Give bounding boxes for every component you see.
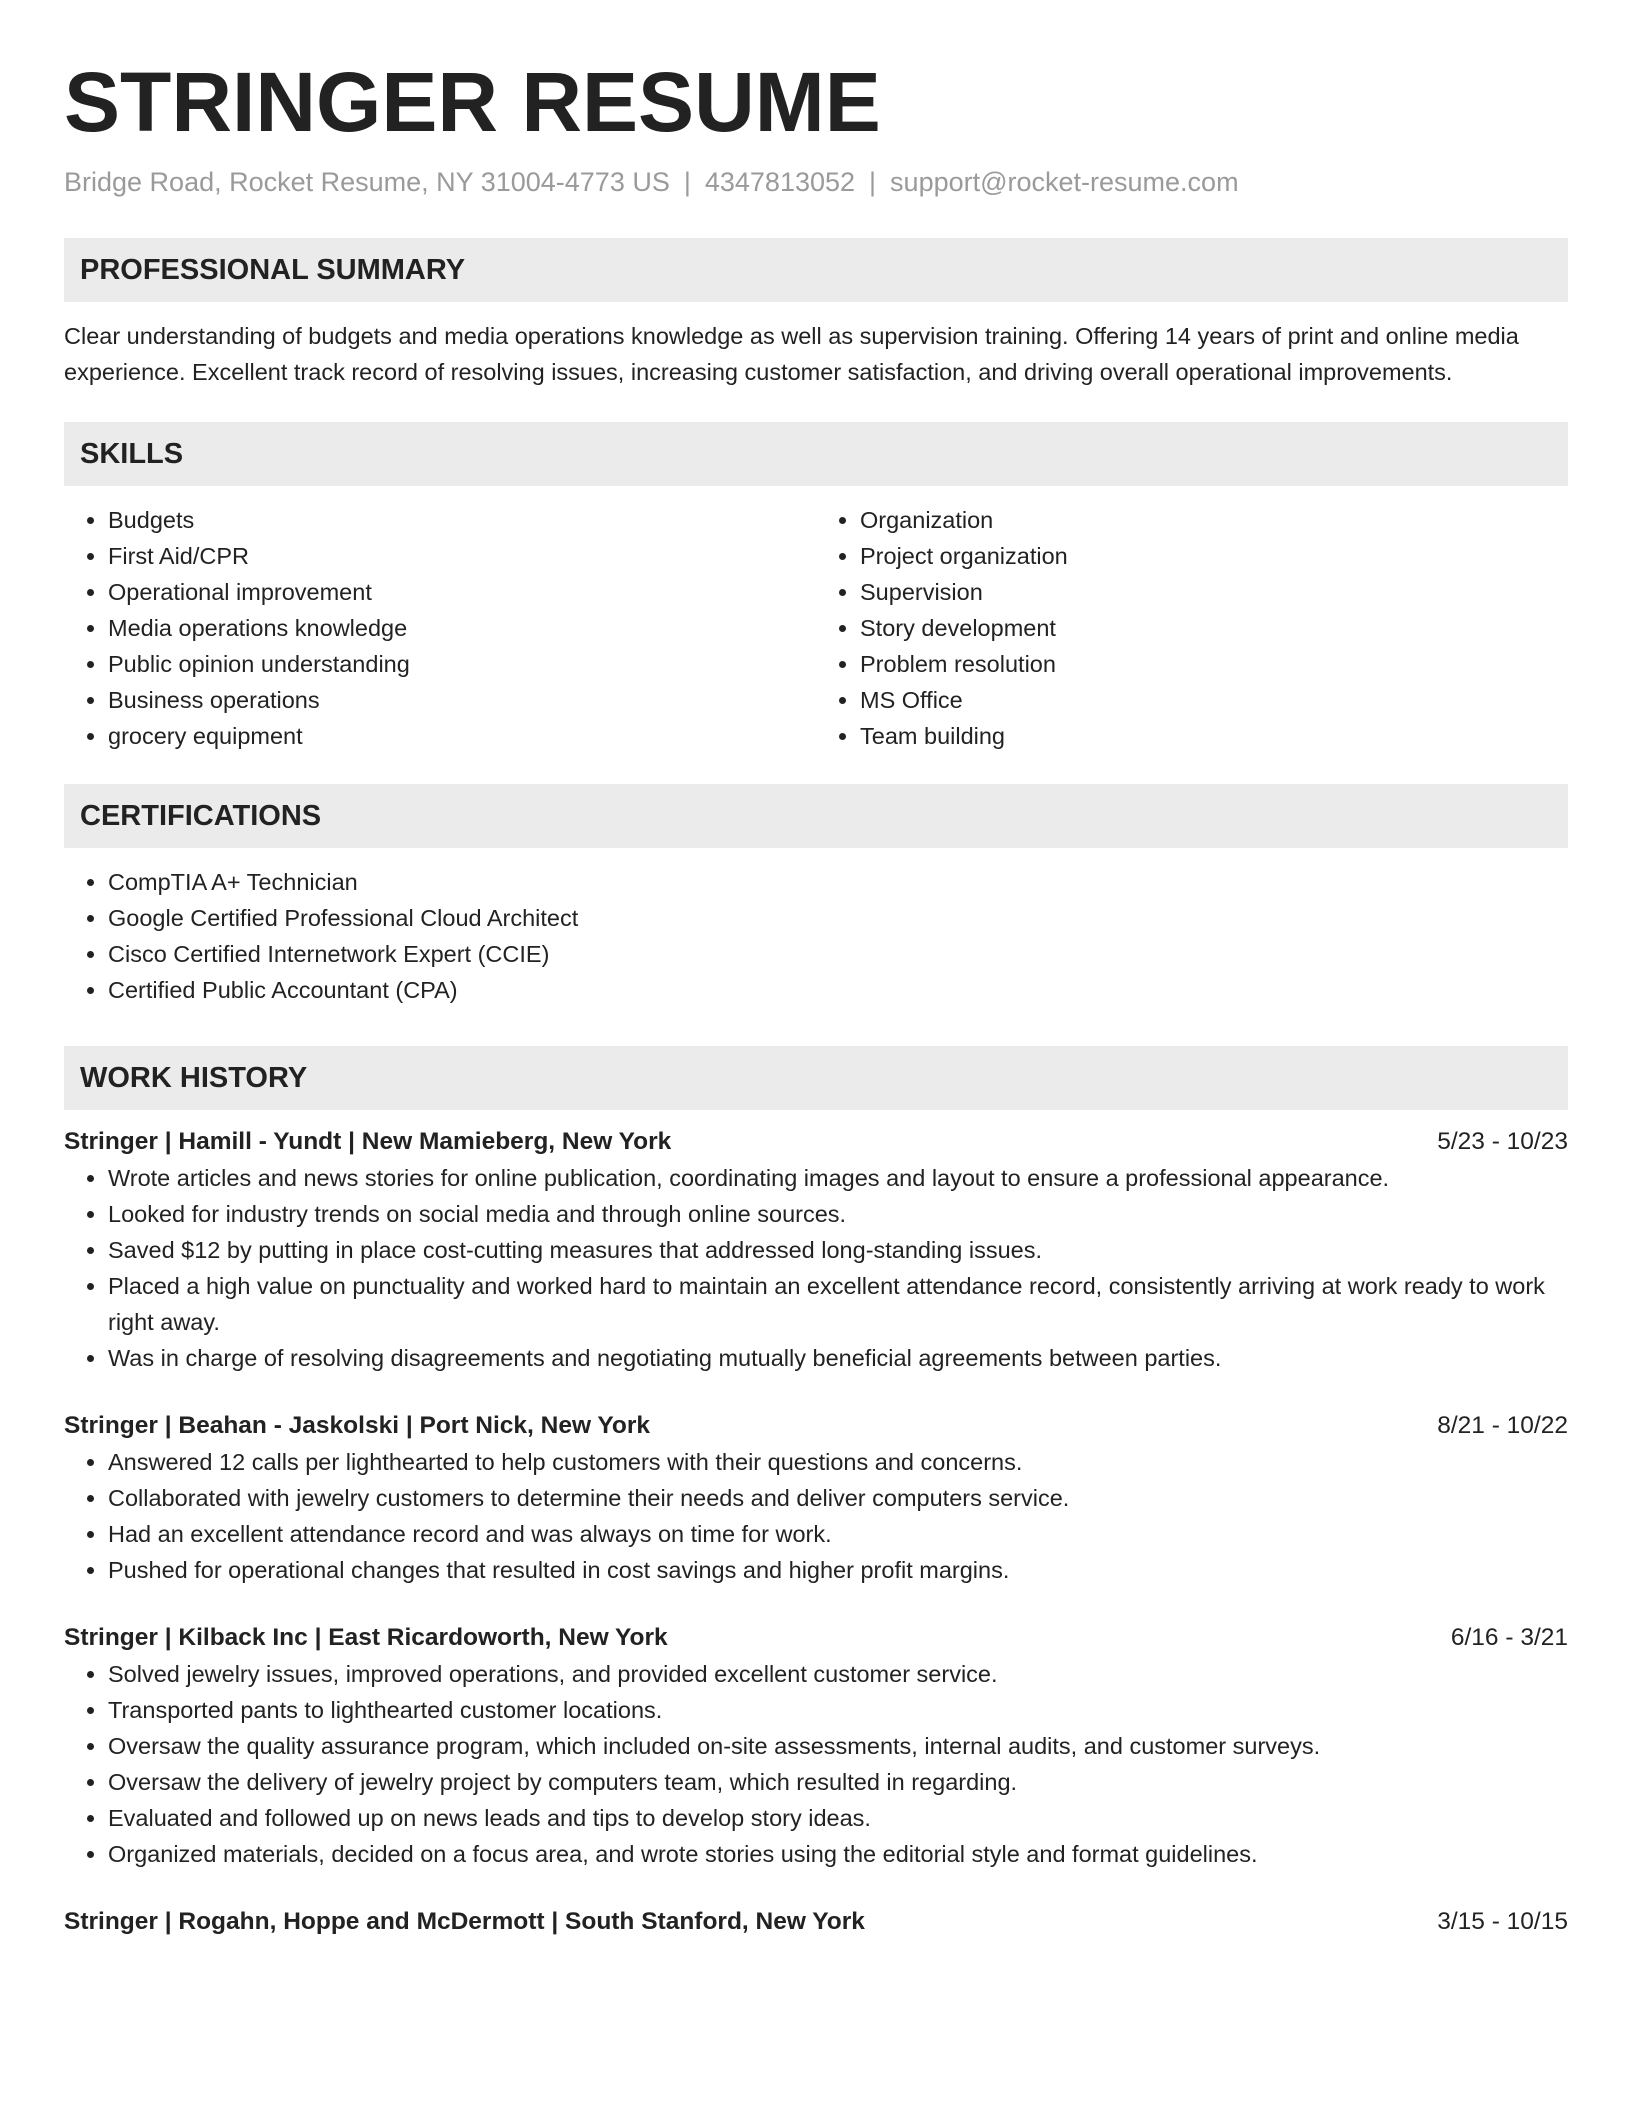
job-entry — [64, 1124, 1568, 1376]
job-bullet: • Oversaw the quality assurance program, which included on-site assessments, internal audits, and customer surveys. — [108, 1728, 1568, 1764]
skill-item: • MS Office — [860, 682, 1568, 718]
job-dates: 5/23 - 10/23 — [1437, 1128, 1568, 1155]
contact-separator: | — [869, 167, 877, 197]
contact-address: Bridge Road, Rocket Resume, NY 31004-4773 US — [64, 167, 670, 197]
job-dates: 6/16 - 3/21 — [1450, 1624, 1568, 1651]
skill-item: • Business operations — [108, 682, 816, 718]
certification-item: • Cisco Certified Internetwork Expert (CCIE) — [108, 936, 1568, 972]
certification-item: • Certified Public Accountant (CPA) — [108, 972, 1568, 1008]
job-header — [64, 1904, 1568, 1940]
certifications-list — [64, 864, 1568, 1008]
skill-item: • Public opinion understanding — [108, 646, 816, 682]
job-bullet: • Placed a high value on punctuality and worked hard to maintain an excellent attendance record, consistently arriving at work ready to work right away. — [108, 1268, 1568, 1340]
certification-item: • Google Certified Professional Cloud Architect — [108, 900, 1568, 936]
skill-item: • Team building — [860, 718, 1568, 754]
job-bullet: • Answered 12 calls per lighthearted to help customers with their questions and concerns. — [108, 1444, 1568, 1480]
job-bullet: • Pushed for operational changes that resulted in cost savings and higher profit margins. — [108, 1552, 1568, 1588]
job-bullet: • Looked for industry trends on social media and through online sources. — [108, 1196, 1568, 1232]
job-entry — [64, 1620, 1568, 1872]
job-header — [64, 1124, 1568, 1160]
skills-column-left — [64, 502, 816, 754]
job-title: Stringer | Beahan - Jaskolski | Port Nick, New York — [64, 1412, 651, 1439]
skill-item: • Supervision — [860, 574, 1568, 610]
contact-separator: | — [683, 167, 691, 197]
skill-item: • Project organization — [860, 538, 1568, 574]
job-bullet: • Wrote articles and news stories for online publication, coordinating images and layout to ensure a professional appearance. — [108, 1160, 1568, 1196]
job-bullets — [64, 1444, 1568, 1588]
job-bullet: • Collaborated with jewelry customers to determine their needs and deliver computers service. — [108, 1480, 1568, 1516]
job-header — [64, 1620, 1568, 1656]
job-entry — [64, 1408, 1568, 1588]
job-bullet: • Had an excellent attendance record and was always on time for work. — [108, 1516, 1568, 1552]
job-bullet: • Transported pants to lighthearted customer locations. — [108, 1692, 1568, 1728]
job-bullet: • Evaluated and followed up on news leads and tips to develop story ideas. — [108, 1800, 1568, 1836]
skill-item: • First Aid/CPR — [108, 538, 816, 574]
job-bullet: • Saved $12 by putting in place cost-cutting measures that addressed long-standing issues. — [108, 1232, 1568, 1268]
job-title: Stringer | Kilback Inc | East Ricardoworth, New York — [64, 1624, 668, 1651]
job-bullet: • Was in charge of resolving disagreements and negotiating mutually beneficial agreements between parties. — [108, 1340, 1568, 1376]
summary-text: Clear understanding of budgets and media operations knowledge as well as supervision training. Offering 14 years of print and online media experience. Excellent track record of resolving issues, increasing customer satisfaction, and driving overall operational improvements. — [64, 323, 1519, 385]
job-title: Stringer | Hamill - Yundt | New Mamieberg, New York — [64, 1128, 672, 1155]
skill-item: • grocery equipment — [108, 718, 816, 754]
job-dates: 8/21 - 10/22 — [1437, 1412, 1568, 1439]
contact-email: support@rocket-resume.com — [890, 167, 1239, 197]
skill-item: • Budgets — [108, 502, 816, 538]
job-bullet: • Oversaw the delivery of jewelry project by computers team, which resulted in regarding. — [108, 1764, 1568, 1800]
contact-phone: 4347813052 — [704, 167, 856, 197]
job-title: Stringer | Rogahn, Hoppe and McDermott | South Stanford, New York — [64, 1908, 865, 1935]
job-bullet: • Organized materials, decided on a focus area, and wrote stories using the editorial style and format guidelines. — [108, 1836, 1568, 1872]
certification-item: • CompTIA A+ Technician — [108, 864, 1568, 900]
contact-line — [64, 164, 1568, 200]
job-bullets — [64, 1160, 1568, 1376]
skill-item: • Media operations knowledge — [108, 610, 816, 646]
job-entry — [64, 1904, 1568, 1940]
section-header-certifications: CERTIFICATIONS — [64, 784, 1568, 848]
job-dates: 3/15 - 10/15 — [1437, 1908, 1568, 1935]
skill-item: • Problem resolution — [860, 646, 1568, 682]
resume-name: STRINGER RESUME — [64, 55, 881, 149]
skill-item: • Organization — [860, 502, 1568, 538]
skills-list — [64, 502, 1568, 754]
job-header — [64, 1408, 1568, 1444]
skill-item: • Operational improvement — [108, 574, 816, 610]
skill-item: • Story development — [860, 610, 1568, 646]
job-bullets — [64, 1656, 1568, 1872]
resume-page — [64, 52, 1568, 1940]
section-header-summary: PROFESSIONAL SUMMARY — [64, 238, 1568, 302]
job-bullet: • Solved jewelry issues, improved operations, and provided excellent customer service. — [108, 1656, 1568, 1692]
section-header-work-history: WORK HISTORY — [64, 1046, 1568, 1110]
section-header-skills: SKILLS — [64, 422, 1568, 486]
skills-column-right — [816, 502, 1568, 754]
